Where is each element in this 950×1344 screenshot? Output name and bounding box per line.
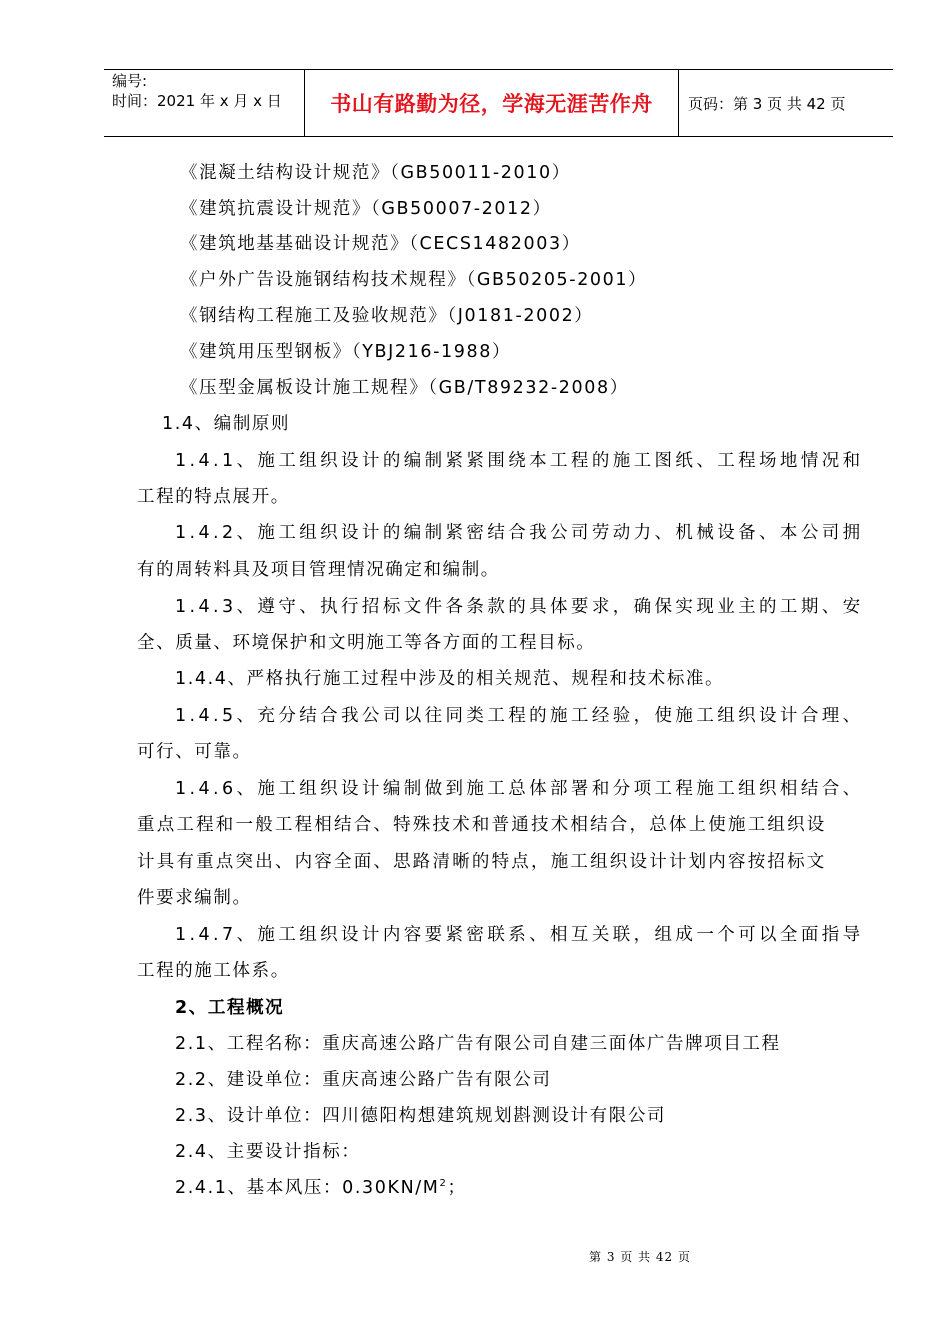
standard-item: 《建筑抗震设计规范》（GB50007-2012） <box>180 199 552 219</box>
standard-item: 《户外广告设施钢结构技术规程》（GB50205-2001） <box>180 270 648 290</box>
wind-pressure-tail: ； <box>447 1178 467 1198</box>
header-meta-cell <box>104 70 305 136</box>
header-motto-cell <box>305 70 679 136</box>
header-page-cell <box>679 70 893 136</box>
standard-item: 《压型金属板设计施工规程》（GB/T89232-2008） <box>180 378 629 398</box>
paragraph-line: 全、质量、环境保护和文明施工等各方面的工程目标。 <box>137 633 596 653</box>
paragraph-line: 件要求编制。 <box>137 888 252 908</box>
paragraph-line: 重点工程和一般工程相结合、特殊技术和普通技术相结合，总体上使施工组织设 <box>137 815 827 835</box>
paragraph-line: 1.4.2、施工组织设计的编制紧密结合我公司劳动力、机械设备、本公司拥 <box>175 523 864 543</box>
standard-item: 《钢结构工程施工及验收规范》（J0181-2002） <box>180 306 594 326</box>
superscript: 2 <box>439 1178 448 1190</box>
document-number-label: 编号: <box>112 72 148 90</box>
paragraph-line: 1.4.4、严格执行施工过程中涉及的相关规范、规程和技术标准。 <box>175 669 725 689</box>
paragraph-line: 有的周转料具及项目管理情况确定和编制。 <box>137 560 500 580</box>
standard-item: 《建筑用压型钢板》（YBJ216-1988） <box>180 342 512 362</box>
overview-item: 2.2、建设单位：重庆高速公路广告有限公司 <box>175 1070 552 1090</box>
section-heading: 2、工程概况 <box>175 998 285 1018</box>
wind-pressure-text: 2.4.1、基本风压：0.30KN/M <box>175 1178 440 1198</box>
overview-item: 2.4、主要设计指标： <box>175 1142 361 1162</box>
paragraph-line: 1.4.5、充分结合我公司以往同类工程的施工经验，使施工组织设计合理、 <box>175 706 864 726</box>
paragraph-line: 1.4.3、遵守、执行招标文件各条款的具体要求，确保实现业主的工期、安 <box>175 597 864 617</box>
page-footer: 第 3 页 共 42 页 <box>589 1250 691 1264</box>
paragraph-line: 1.4.1、施工组织设计的编制紧紧围绕本工程的施工图纸、工程场地情况和 <box>175 451 864 471</box>
paragraph-line: 1.4.6、施工组织设计编制做到施工总体部署和分项工程施工组织相结合、 <box>175 779 864 799</box>
standard-item: 《建筑地基基础设计规范》（CECS1482003） <box>180 234 581 254</box>
document-date-label: 时间：2021 年 x 月 x 日 <box>112 92 282 110</box>
overview-item: 2.1、工程名称：重庆高速公路广告有限公司自建三面体广告牌项目工程 <box>175 1034 781 1054</box>
standard-item: 《混凝土结构设计规范》（GB50011-2010） <box>180 163 571 183</box>
paragraph-line: 工程的特点展开。 <box>137 487 290 507</box>
paragraph-line: 计具有重点突出、内容全面、思路清晰的特点，施工组织设计计划内容按招标文 <box>137 852 827 872</box>
header-motto: 书山有路勤为径，学海无涯苦作舟 <box>330 92 653 116</box>
paragraph-line: 可行、可靠。 <box>137 742 252 762</box>
overview-item: 2.3、设计单位：四川德阳构想建筑规划斟测设计有限公司 <box>175 1106 667 1126</box>
paragraph-line: 工程的施工体系。 <box>137 961 290 981</box>
overview-item <box>175 1177 467 1199</box>
header-page-info: 页码：第 3 页 共 42 页 <box>688 94 846 113</box>
section-heading: 1.4、编制原则 <box>162 414 291 434</box>
page-header <box>104 69 893 137</box>
paragraph-line: 1.4.7、施工组织设计内容要紧密联系、相互关联，组成一个可以全面指导 <box>175 925 864 945</box>
